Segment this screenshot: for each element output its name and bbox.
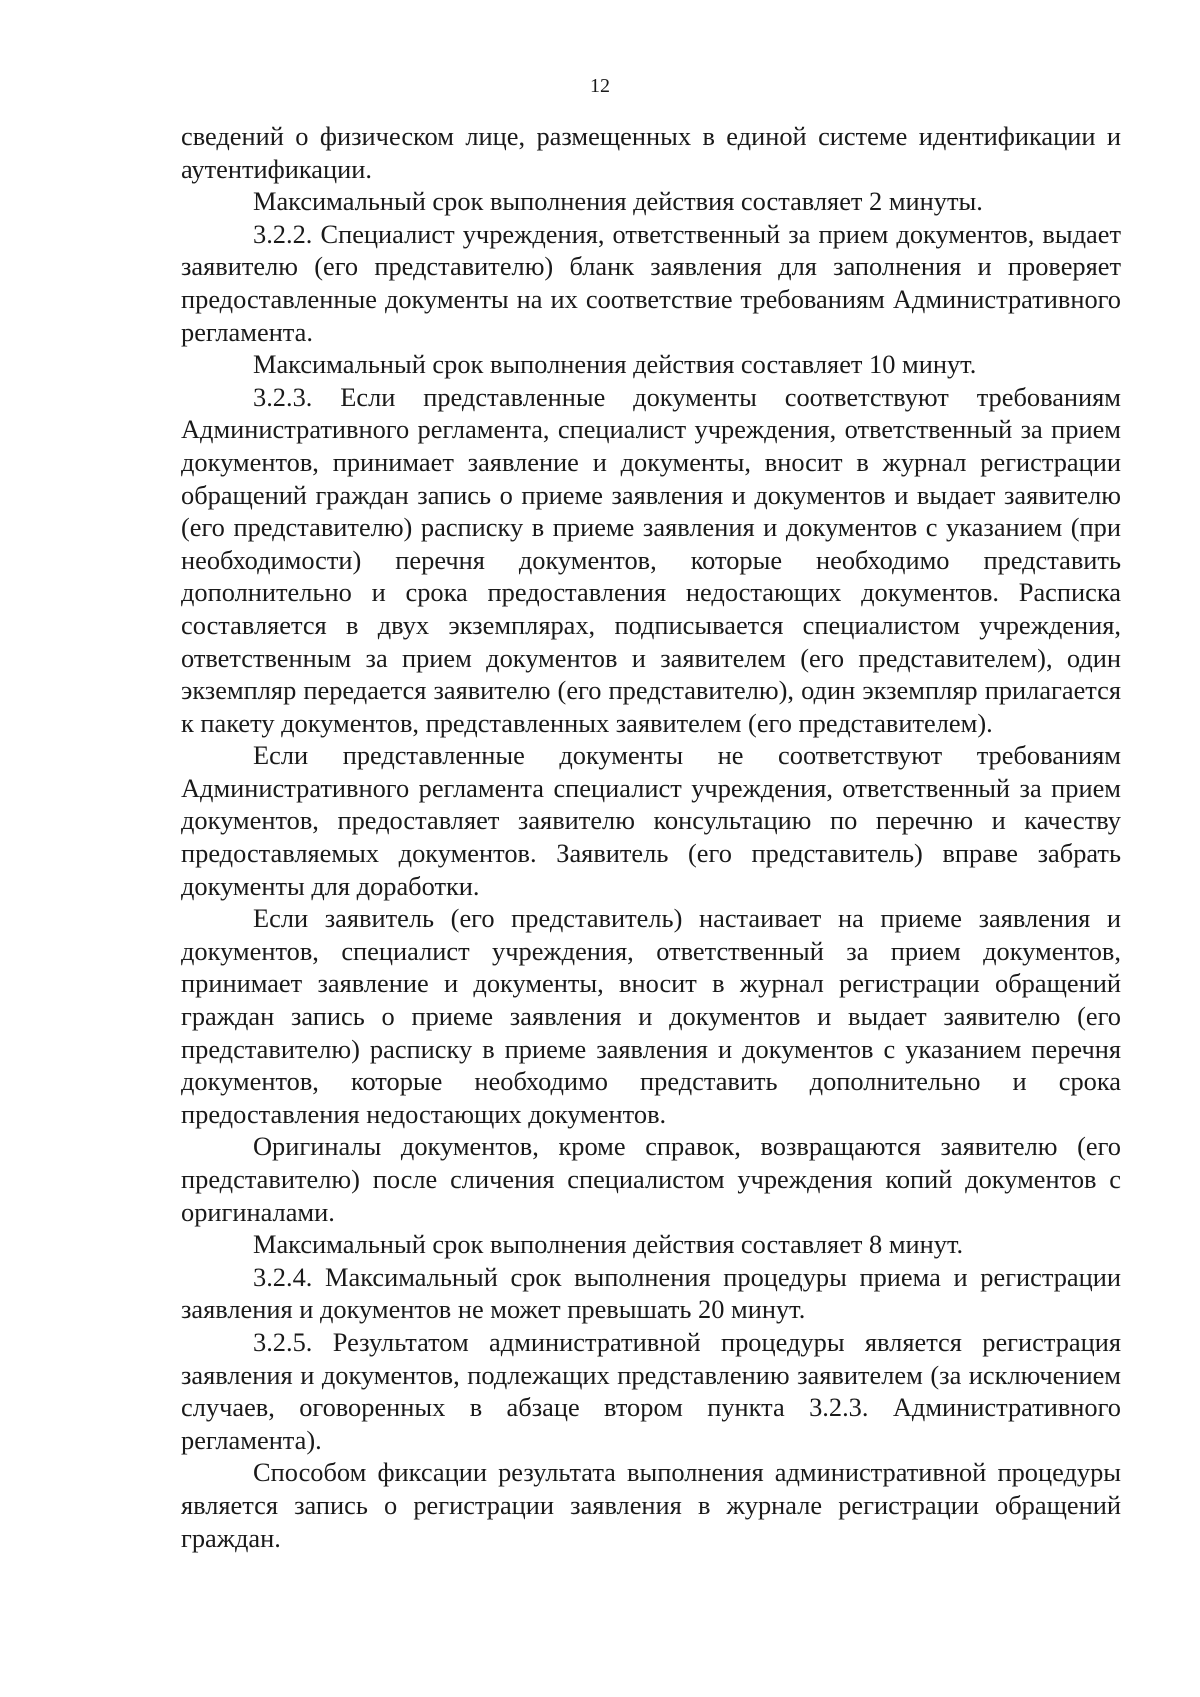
paragraph-3-2-4: 3.2.4. Максимальный срок выполнения процедуры приема и регистрации заявления и документов не может превышать 20 минут. [181,1261,1121,1325]
paragraph-3-2-5: 3.2.5. Результатом административной процедуры является регистрация заявления и документов, подлежащих представлению заявителем (за исключением случаев, оговоренных в абзаце втором пункта 3.2.3. Административного регламента). [181,1326,1121,1455]
paragraph-max-time-2-min: Максимальный срок выполнения действия составляет 2 минуты. [253,186,983,217]
paragraph-fixation-method: Способом фиксации результата выполнения административной процедуры является запись о регистрации заявления в журнале регистрации обращений граждан. [181,1457,1121,1553]
paragraph-3-2-3: 3.2.3. Если представленные документы соответствуют требованиям Административного регламента, специалист учреждения, ответственный за прием документов, принимает заявление и документы, вносит в журнал регистрации обращений граждан запись о приеме заявления и документов и выдает заявителю (его представителю) расписку в приеме заявления и документов с указанием (при необходимости) перечня документов, которые необходимо представить дополнительно и срока предоставления недостающих документов. Расписка составляется в двух экземплярах, подписывается специалистом учреждения, ответственным за прием документов и заявителем (его представителем), один экземпляр передается заявителю (его представителю), один экземпляр прилагается к пакету документов, представленных заявителем (его представителем). [181,381,1121,738]
paragraph-originals-returned: Оригиналы документов, кроме справок, возвращаются заявителю (его представителю) после сличения специалистом учреждения копий документов с оригиналами. [181,1131,1121,1227]
paragraph-max-time-10-min: Максимальный срок выполнения действия составляет 10 минут. [253,349,977,380]
paragraph-3-2-2: 3.2.2. Специалист учреждения, ответственный за прием документов, выдает заявителю (его представителю) бланк заявления для заполнения и проверяет предоставленные документы на их соответствие требованиям Административного регламента. [181,218,1121,347]
paragraph-continuation: сведений о физическом лице, размещенных в единой системе идентификации и аутентификации. [181,121,1121,184]
page-number: 12 [590,75,610,97]
paragraph-documents-not-compliant: Если представленные документы не соответствуют требованиям Административного регламента специалист учреждения, ответственный за прием документов, предоставляет заявителю консультацию по перечню и качеству предоставляемых документов. Заявитель (его представитель) вправе забрать документы для доработки. [181,740,1121,901]
paragraph-applicant-insists: Если заявитель (его представитель) настаивает на приеме заявления и документов, специалист учреждения, ответственный за прием документов, принимает заявление и документы, вносит в журнал регистрации обращений граждан запись о приеме заявления и документов и выдает заявителю (его представителю) расписку в приеме заявления и документов с указанием перечня документов, которые необходимо представить дополнительно и срока предоставления недостающих документов. [181,903,1121,1129]
document-body [181,120,1121,1554]
paragraph-max-time-8-min: Максимальный срок выполнения действия составляет 8 минут. [253,1229,964,1260]
